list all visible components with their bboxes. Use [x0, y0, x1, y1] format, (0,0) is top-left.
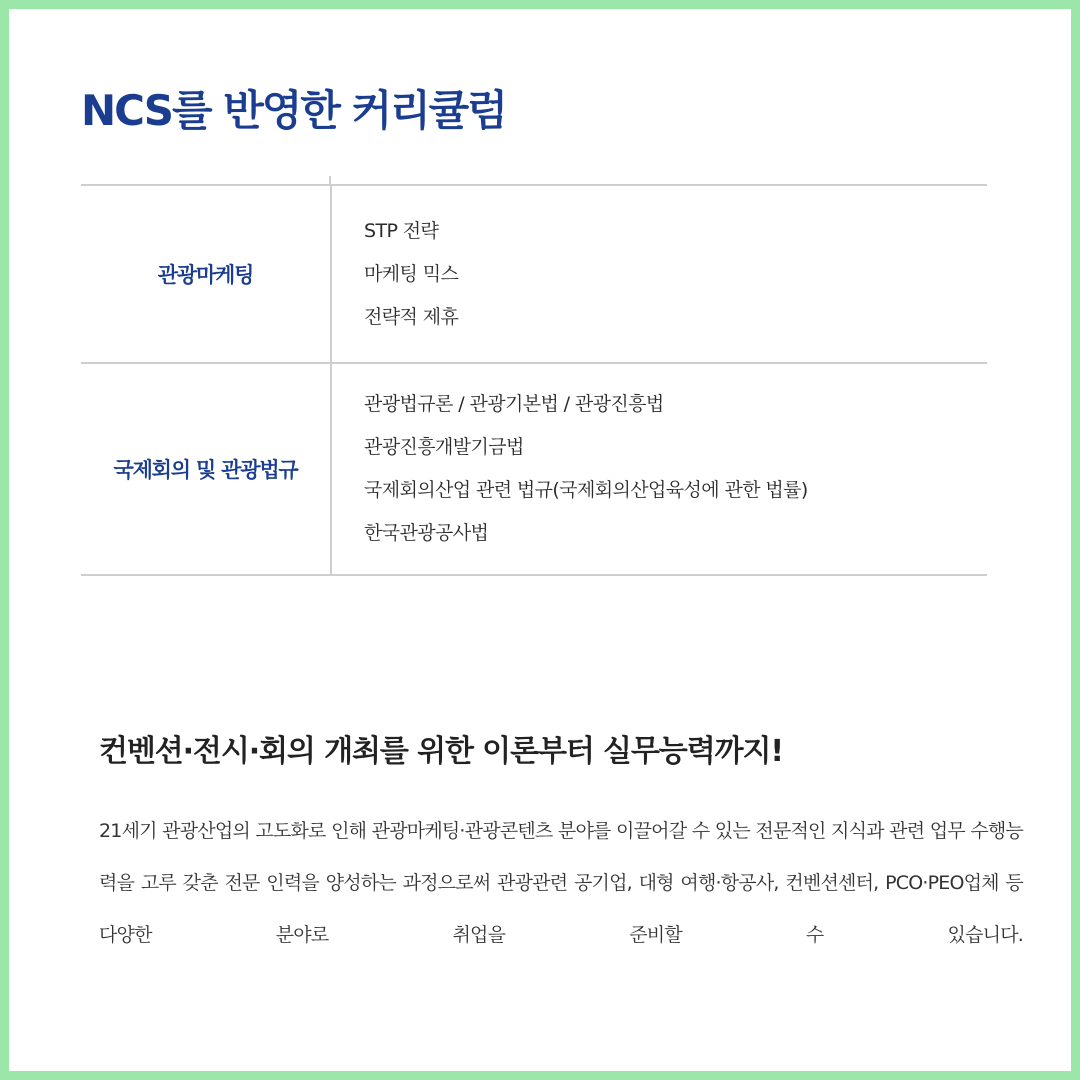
curriculum-row-law: [81, 364, 987, 576]
category-label: 국제회의 및 관광법규: [81, 364, 332, 574]
description-paragraph: 21세기 관광산업의 고도화로 인해 관광마케팅·관광콘텐츠 분야를 이끌어갈 수 있는 전문적인 지식과 관련 업무 수행능력을 고루 갖춘 전문 인력을 양성하는 과정으로써 관광관련 공기업, 대형 여행·항공사, 컨벤션센터, PCO·PEO업체 등 다양한 분야로 취업을 준비할 수 있습니다.: [99, 820, 1023, 946]
topic-item: 전략적 제휴: [364, 305, 459, 328]
topic-item: 마케팅 믹스: [364, 262, 459, 285]
curriculum-table: [81, 184, 987, 576]
topic-item: 관광법규론 / 관광기본법 / 관광진흥법: [364, 393, 664, 415]
topic-item: 관광진흥개발기금법: [364, 436, 524, 458]
page-title: NCS를 반영한 커리큘럼: [81, 86, 506, 135]
topic-list: [332, 364, 808, 574]
category-label: 관광마케팅: [81, 186, 332, 362]
topic-item: STP 전략: [364, 219, 439, 242]
curriculum-row-marketing: [81, 186, 987, 364]
table-divider-stub: [329, 176, 331, 186]
topic-list: [332, 186, 458, 362]
topic-item: 국제회의산업 관련 법규(국제회의산업육성에 관한 법률): [364, 479, 808, 501]
section-heading: 컨벤션·전시·회의 개최를 위한 이론부터 실무능력까지!: [99, 734, 783, 769]
topic-item: 한국관광공사법: [364, 522, 489, 544]
